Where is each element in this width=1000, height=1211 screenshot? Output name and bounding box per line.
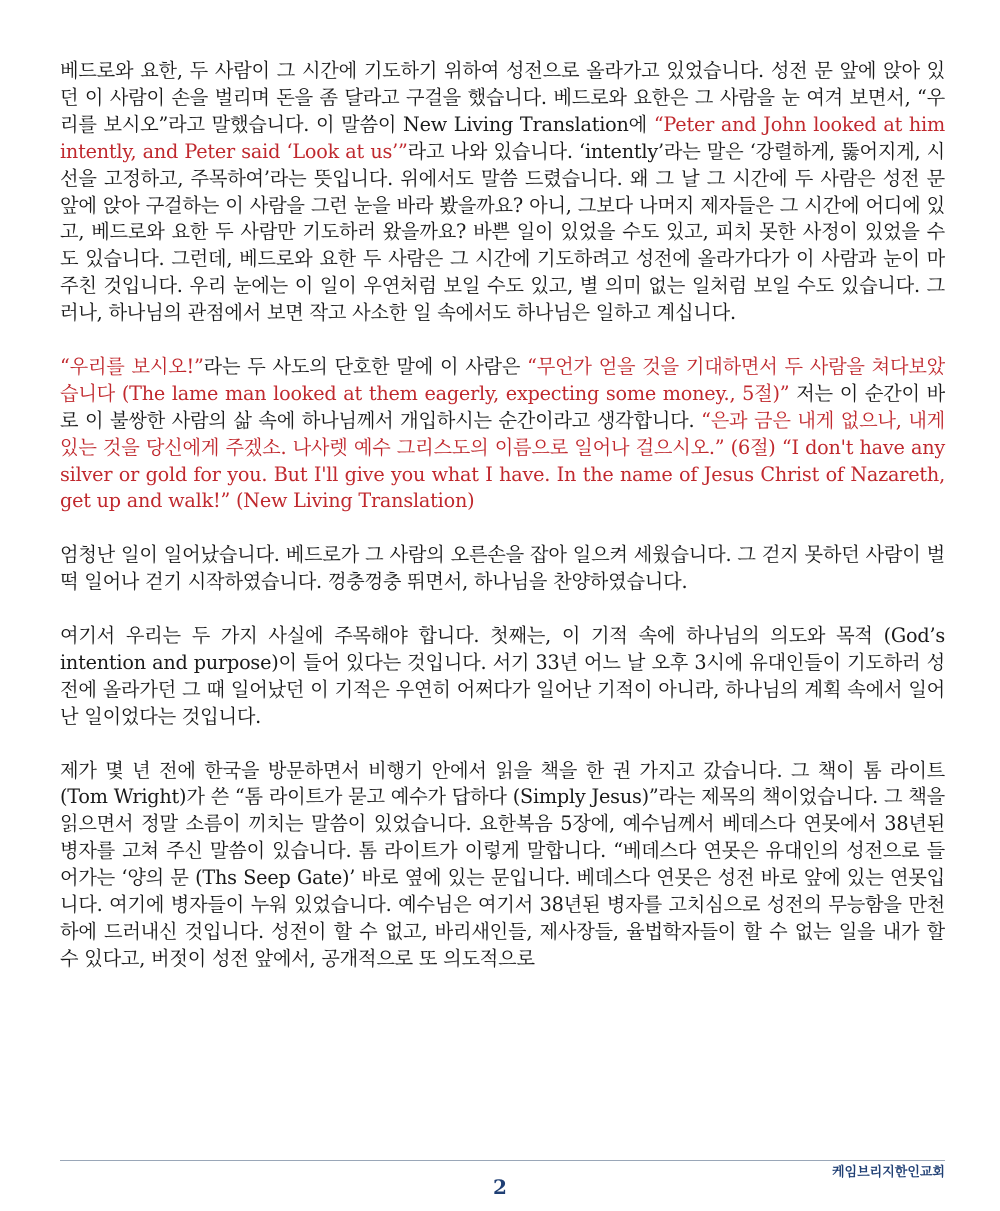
text-segment: 여기서 우리는 두 가지 사실에 주목해야 합니다. 첫째는, 이 기적 속에 하나님의 의도와 목적 (God’s intention and purpose)이 들어 있다는 것입니다. 서기 33년 어느 날 오후 3시에 유대인들이 기도하러 성전에 올라가던 그 때 일어났던 이 기적은 우연히 어쩌다가 일어난 기적이 아니라, 하나님의 계획 속에서 일어난 일이었다는 것입니다. (60, 623, 945, 728)
text-segment: 라는 두 사도의 단호한 말에 이 사람은 (203, 354, 528, 378)
text-segment: 제가 몇 년 전에 한국을 방문하면서 비행기 안에서 읽을 책을 한 권 가지고 갔습니다. 그 책이 톰 라이트 (Tom Wright)가 쓴 “톰 라이트가 묻고 예수가 답하다 (Simply Jesus)”라는 제목의 책이었습니다. 그 책을 읽으면서 정말 소름이 끼치는 말씀이 있었습니다. 요한복음 5장에, 예수님께서 베데스다 연못에서 38년된 병자를 고쳐 주신 말씀이 있습니다. 톰 라이트가 이렇게 말합니다. “베데스다 연못은 유대인의 성전으로 들어가는 ‘양의 문 (Ths Seep Gate)’ 바로 옆에 있는 문입니다. 베데스다 연못은 성전 바로 앞에 있는 연못입니다. 여기에 병자들이 누워 있었습니다. 예수님은 여기서 38년된 병자를 고치심으로 성전의 무능함을 만천하에 드러내신 것입니다. 성전이 할 수 없고, 바리새인들, 제사장들, 율법학자들이 할 수 없는 일을 내가 할 수 있다고, 버젓이 성전 앞에서, 공개적으로 또 의도적으로 (60, 758, 945, 970)
quote-segment: “무언가 얻을 것을 기대하면서 두 사람을 쳐다보았습니다 (The lame man looked at them eagerly, expecting some money., 5절)” (60, 354, 945, 405)
footer-divider (60, 1160, 945, 1161)
text-segment: 저는 이 순간이 바로 이 불쌍한 사람의 삶 속에 하나님께서 개입하시는 순간이라고 생각합니다. (60, 381, 945, 432)
paragraph-5 (60, 758, 945, 973)
text-segment: 베드로와 요한, 두 사람이 그 시간에 기도하기 위하여 성전으로 올라가고 있었습니다. 성전 문 앞에 앉아 있던 이 사람이 손을 벌리며 돈을 좀 달라고 구걸을 했습니다. 베드로와 요한은 그 사람을 눈 여겨 보면서, “우리를 보시오”라고 말했습니다. 이 말씀이 New Living Translation에 (60, 59, 945, 136)
text-segment: 엄청난 일이 일어났습니다. 베드로가 그 사람의 오른손을 잡아 일으켜 세웠습니다. 그 걷지 못하던 사람이 벌떡 일어나 걷기 시작하였습니다. 껑충껑충 뛰면서, 하나님을 찬양하였습니다. (60, 543, 945, 594)
paragraph-4 (60, 623, 945, 731)
quote-segment: “우리를 보시오!” (60, 354, 204, 378)
text-segment: 라고 나와 있습니다. ‘intently’라는 말은 ‘강렬하게, 뚫어지게, 시선을 고정하고, 주목하여’라는 뜻입니다. 위에서도 말씀 드렸습니다. 왜 그 날 그 시간에 두 사람은 성전 문 앞에 앉아 구걸하는 이 사람을 그런 눈을 바라 봤을까요? 아니, 그보다 나머지 제자들은 그 시간에 어디에 있고, 베드로와 요한 두 사람만 기도하러 왔을까요? 바쁜 일이 있었을 수도 있고, 피치 못한 사정이 있었을 수도 있습니다. 그런데, 베드로와 요한 두 사람은 그 시간에 기도하려고 성전에 올라가다가 이 사람과 눈이 마주친 것입니다. 우리 눈에는 이 일이 우연처럼 보일 수도 있고, 별 의미 없는 일처럼 보일 수도 있습니다. 그러나, 하나님의 관점에서 보면 작고 사소한 일 속에서도 하나님은 일하고 계십니다. (60, 139, 945, 325)
quote-segment: “은과 금은 내게 없으나, 내게 있는 것을 당신에게 주겠소. 나사렛 예수 그리스도의 이름으로 일어나 걸으시오.” (6절) “I don't have any silver or gold for you. But I'll give you what I have. In the name of Jesus Christ of Nazareth, get up and walk!” (New Living Translation) (60, 408, 946, 513)
footer-church-name: 케임브리지한인교회 (831, 1165, 945, 1180)
page-number: 2 (493, 1175, 507, 1199)
document-body (60, 58, 945, 973)
quote-segment: “Peter and John looked at him intently, and Peter said ‘Look at us’” (60, 112, 945, 163)
paragraph-3 (60, 542, 945, 596)
paragraph-2 (60, 354, 945, 515)
paragraph-1 (60, 58, 945, 327)
